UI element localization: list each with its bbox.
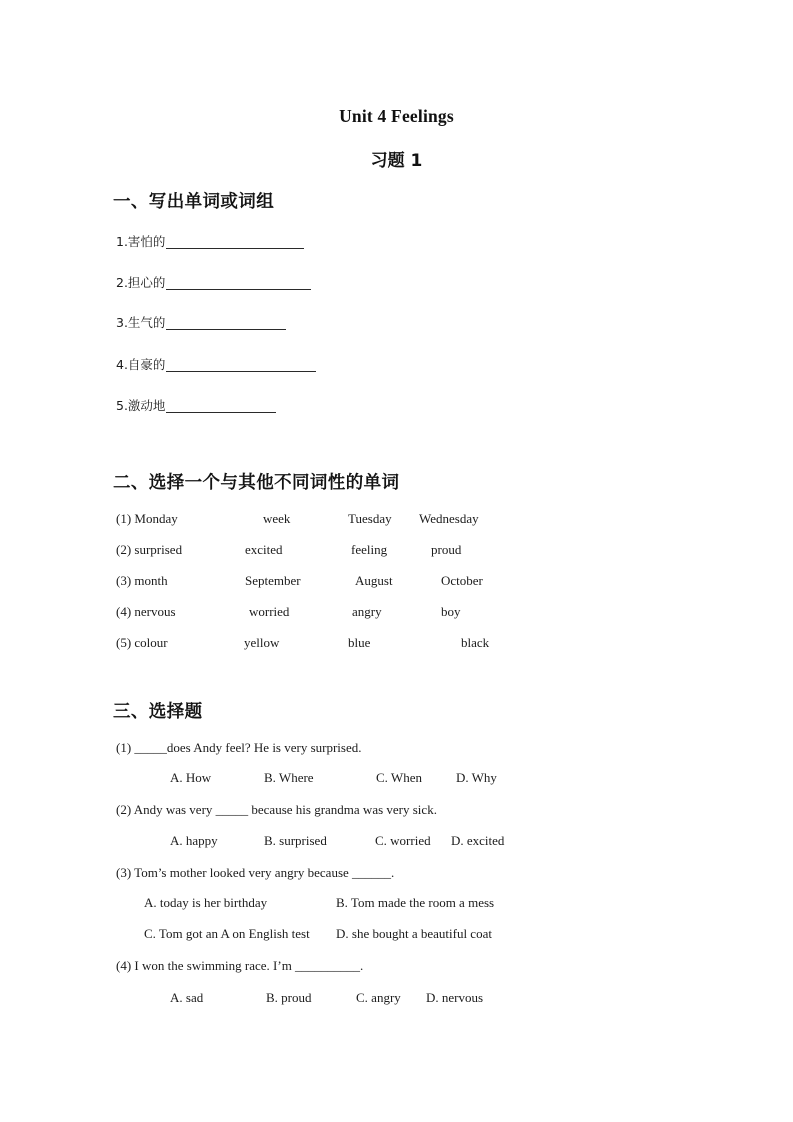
word-choice-row [116, 634, 676, 652]
page-title: Unit 4 Feelings [339, 106, 454, 126]
fill-blank-item [116, 236, 304, 249]
option-c[interactable]: C. worried [375, 833, 431, 848]
fill-blank-line[interactable] [166, 401, 276, 413]
fill-blank-line[interactable] [166, 360, 316, 372]
option-c[interactable]: C. angry [356, 990, 401, 1005]
option-c[interactable]: C. When [376, 770, 422, 785]
option-a[interactable]: A. today is her birthday [144, 895, 268, 910]
fill-blank-label: 2.担心的 [116, 275, 166, 290]
word-option[interactable]: angry [352, 604, 382, 619]
question-stem: (4) I won the swimming race. I’m __________. [116, 958, 364, 973]
word-option[interactable]: October [441, 573, 483, 588]
word-option[interactable]: (3) month [116, 573, 168, 588]
word-option[interactable]: (2) surprised [116, 542, 183, 557]
word-choice-row [116, 510, 676, 528]
option-d[interactable]: D. Why [456, 770, 497, 785]
question-stem: (3) Tom’s mother looked very angry because ______. [116, 865, 395, 880]
option-c[interactable]: C. Tom got an A on English test [144, 926, 310, 941]
fill-blank-line[interactable] [166, 278, 311, 290]
option-b[interactable]: B. proud [266, 990, 312, 1005]
word-option[interactable]: excited [245, 542, 283, 557]
fill-blank-item [116, 400, 276, 413]
word-option[interactable]: black [461, 635, 490, 650]
word-choice-row [116, 603, 676, 621]
word-option[interactable]: blue [348, 635, 371, 650]
word-option[interactable]: September [245, 573, 301, 588]
word-option[interactable]: yellow [244, 635, 280, 650]
option-d[interactable]: D. she bought a beautiful coat [336, 926, 492, 941]
word-option[interactable]: boy [441, 604, 461, 619]
section-heading-2: 二、选择一个与其他不同词性的单词 [113, 473, 400, 493]
word-option[interactable]: week [263, 511, 291, 526]
word-choice-row [116, 572, 676, 590]
question-stem: (2) Andy was very _____ because his grandma was very sick. [116, 802, 437, 817]
word-option[interactable]: August [355, 573, 393, 588]
option-d[interactable]: D. excited [451, 833, 505, 848]
fill-blank-label: 4.自豪的 [116, 357, 166, 372]
question-options [116, 832, 696, 850]
question-stem: (1) _____does Andy feel? He is very surprised. [116, 740, 362, 755]
word-option[interactable]: (1) Monday [116, 511, 178, 526]
fill-blank-item [116, 317, 286, 330]
option-b[interactable]: B. surprised [264, 833, 327, 848]
option-b[interactable]: B. Tom made the room a mess [336, 895, 495, 910]
word-option[interactable]: proud [431, 542, 462, 557]
section-heading-3: 三、选择题 [113, 702, 203, 722]
option-a[interactable]: A. happy [170, 833, 218, 848]
question-options [116, 989, 696, 1007]
option-a[interactable]: A. How [170, 770, 212, 785]
section-heading-1: 一、写出单词或词组 [113, 192, 275, 212]
question-options [116, 769, 696, 787]
fill-blank-label: 3.生气的 [116, 315, 166, 330]
fill-blank-label: 5.激动地 [116, 398, 166, 413]
fill-blank-label: 1.害怕的 [116, 234, 166, 249]
word-option[interactable]: worried [249, 604, 290, 619]
option-b[interactable]: B. Where [264, 770, 314, 785]
word-option[interactable]: feeling [351, 542, 388, 557]
word-option[interactable]: Wednesday [419, 511, 479, 526]
question-options [116, 925, 696, 943]
fill-blank-item [116, 277, 311, 290]
word-option[interactable]: (5) colour [116, 635, 168, 650]
question-options [116, 894, 696, 912]
word-option[interactable]: (4) nervous [116, 604, 176, 619]
fill-blank-line[interactable] [166, 318, 286, 330]
fill-blank-line[interactable] [166, 237, 304, 249]
page-subtitle: 习题 1 [370, 151, 423, 171]
fill-blank-item [116, 359, 316, 372]
option-a[interactable]: A. sad [170, 990, 204, 1005]
word-choice-row [116, 541, 676, 559]
option-d[interactable]: D. nervous [426, 990, 484, 1005]
word-option[interactable]: Tuesday [348, 511, 392, 526]
